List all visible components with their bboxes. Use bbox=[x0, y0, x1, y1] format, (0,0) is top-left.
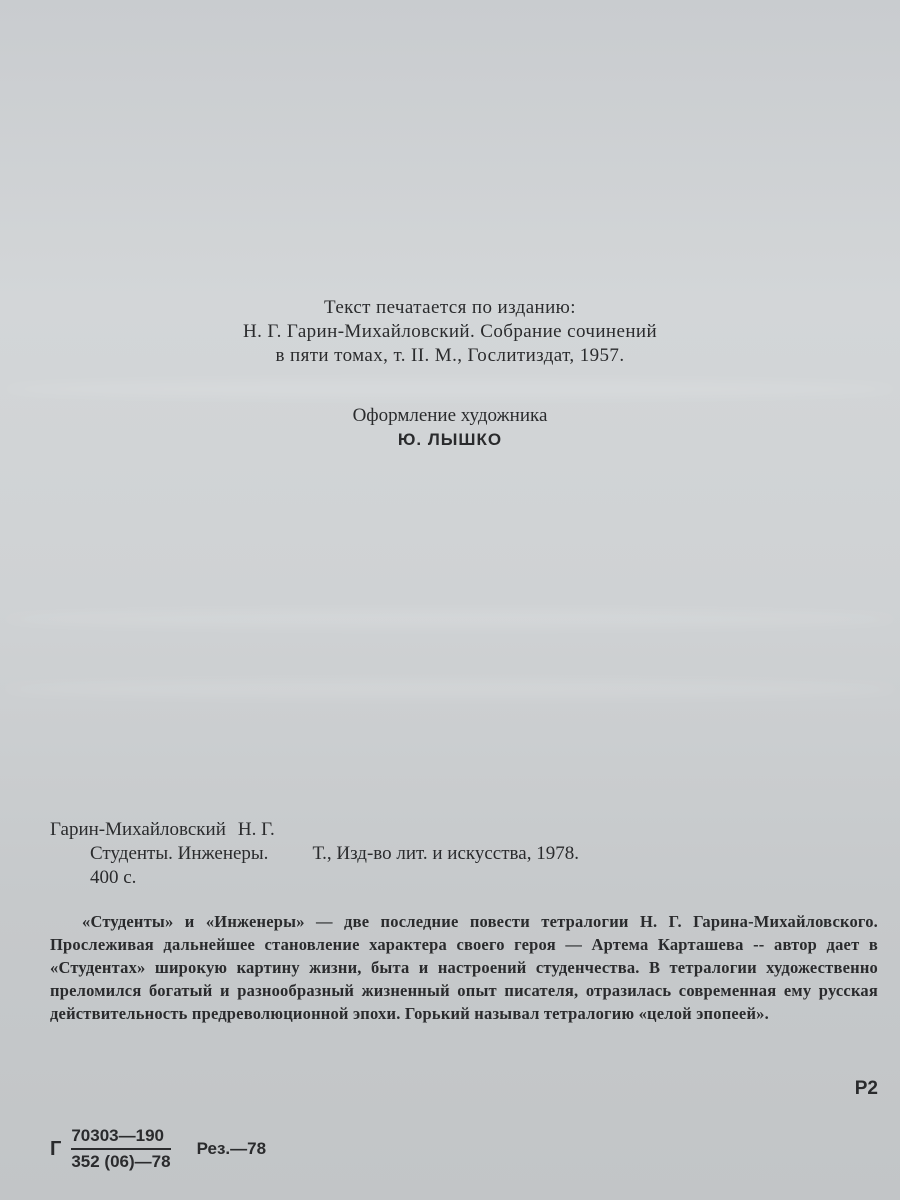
reserve-code: Рез.—78 bbox=[196, 1139, 267, 1158]
paper-crease bbox=[0, 610, 900, 628]
imprint-line-1: Текст печатается по изданию: bbox=[324, 297, 576, 318]
catalog-author: Гарин-Михайловский bbox=[50, 819, 226, 840]
index-numerator: 70303—190 bbox=[71, 1126, 170, 1150]
imprint-line-2: Н. Г. Гарин-Михайловский. Собрание сочинений bbox=[242, 321, 658, 342]
catalog-initials: Н. Г. bbox=[237, 819, 275, 840]
book-annotation: «Студенты» и «Инженеры» — две последние повести тетралогии Н. Г. Гарина-Михайловского. Прослеживая дальнейшее становление характера своего героя — Артема Карташева -- автор дает в «Студентах» широкую картину жизни, быта и настроений студенчества. В тетралогии художественно преломился богатый и разнообразный жизненный опыт писателя, отразилась современная ему русская действительность предреволюционной эпохи. Горький называл тетралогию «целой эпопеей». bbox=[50, 912, 878, 1023]
imprint-line-3: в пяти томах, т. II. М., Гослитиздат, 1957. bbox=[275, 345, 625, 366]
design-credit bbox=[0, 404, 900, 452]
paper-crease bbox=[0, 680, 900, 698]
index-letter: Г bbox=[50, 1137, 62, 1160]
bleed-through-text bbox=[150, 0, 570, 40]
catalog-pages: 400 с. bbox=[90, 867, 137, 888]
design-label: Оформление художника bbox=[352, 405, 548, 426]
catalog-publisher: Т., Изд-во лит. и искусства, 1978. bbox=[312, 843, 579, 864]
source-edition-note bbox=[0, 296, 900, 368]
catalog-title: Студенты. Инженеры. bbox=[90, 843, 269, 864]
publisher-index bbox=[50, 1126, 266, 1172]
index-denominator: 352 (06)—78 bbox=[71, 1152, 171, 1171]
index-fraction bbox=[71, 1126, 170, 1172]
classification-code: Р2 bbox=[854, 1078, 878, 1099]
paper-crease bbox=[0, 380, 900, 398]
artist-name: Ю. ЛЫШКО bbox=[397, 430, 503, 449]
catalog-entry bbox=[50, 818, 870, 890]
